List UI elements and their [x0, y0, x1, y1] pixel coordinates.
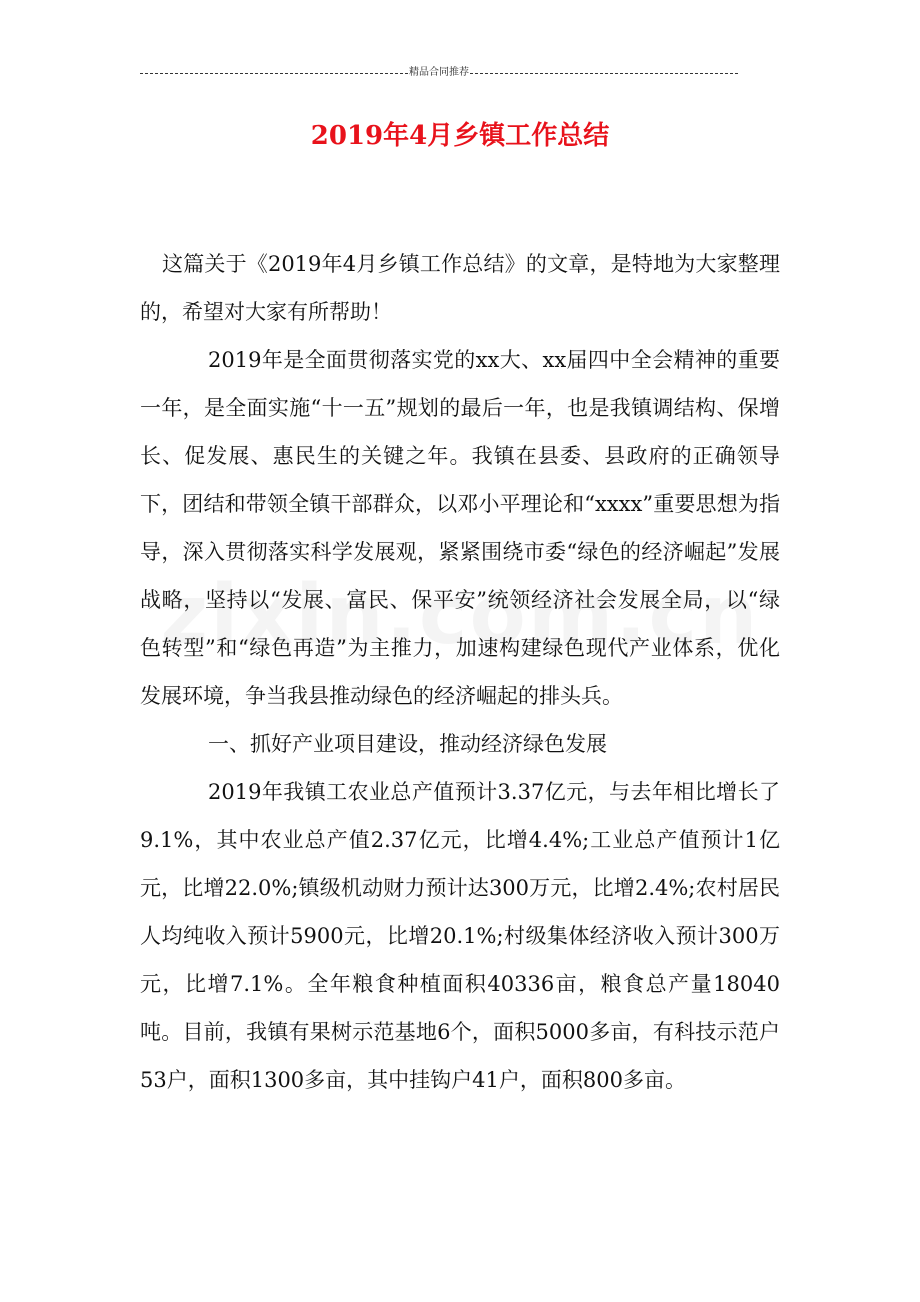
section-heading: 一、抓好产业项目建设，推动经济绿色发展: [208, 732, 607, 756]
header-label: 精品合同推荐: [409, 67, 469, 78]
header-dashed-line-right: [470, 73, 738, 74]
document-body: [140, 240, 780, 1104]
statistics-paragraph: 2019年我镇工农业总产值预计3.37亿元，与去年相比增长了9.1%，其中农业总产值2.37亿元，比增4.4%;工业总产值预计1亿元，比增22.0%;镇级机动财力预计达300万元，比增2.4%;农村居民人均纯收入预计5900元，比增20.1%;村级集体经济收入预计300万元，比增7.1%。全年粮食种植面积40336亩，粮食总产量18040吨。目前，我镇有果树示范基地6个，面积5000多亩，有科技示范户53户，面积1300多亩，其中挂钩户41户，面积800多亩。: [140, 780, 780, 1092]
header-dashed-line-left: [140, 73, 408, 74]
page-header: [140, 66, 738, 80]
intro-paragraph: 这篇关于《2019年4月乡镇工作总结》的文章，是特地为大家整理的，希望对大家有所帮助！: [140, 252, 780, 324]
overview-paragraph: 2019年是全面贯彻落实党的xx大、xx届四中全会精神的重要一年，是全面实施“十一五”规划的最后一年，也是我镇调结构、保增长、促发展、惠民生的关键之年。我镇在县委、县政府的正确领导下，团结和带领全镇干部群众，以邓小平理论和“xxxx”重要思想为指导，深入贯彻落实科学发展观，紧紧围绕市委“绿色的经济崛起”发展战略，坚持以“发展、富民、保平安”统领经济社会发展全局，以“绿色转型”和“绿色再造”为主推力，加速构建绿色现代产业体系，优化发展环境，争当我县推动绿色的经济崛起的排头兵。: [140, 348, 780, 708]
document-title: 2019年4月乡镇工作总结: [310, 121, 610, 151]
